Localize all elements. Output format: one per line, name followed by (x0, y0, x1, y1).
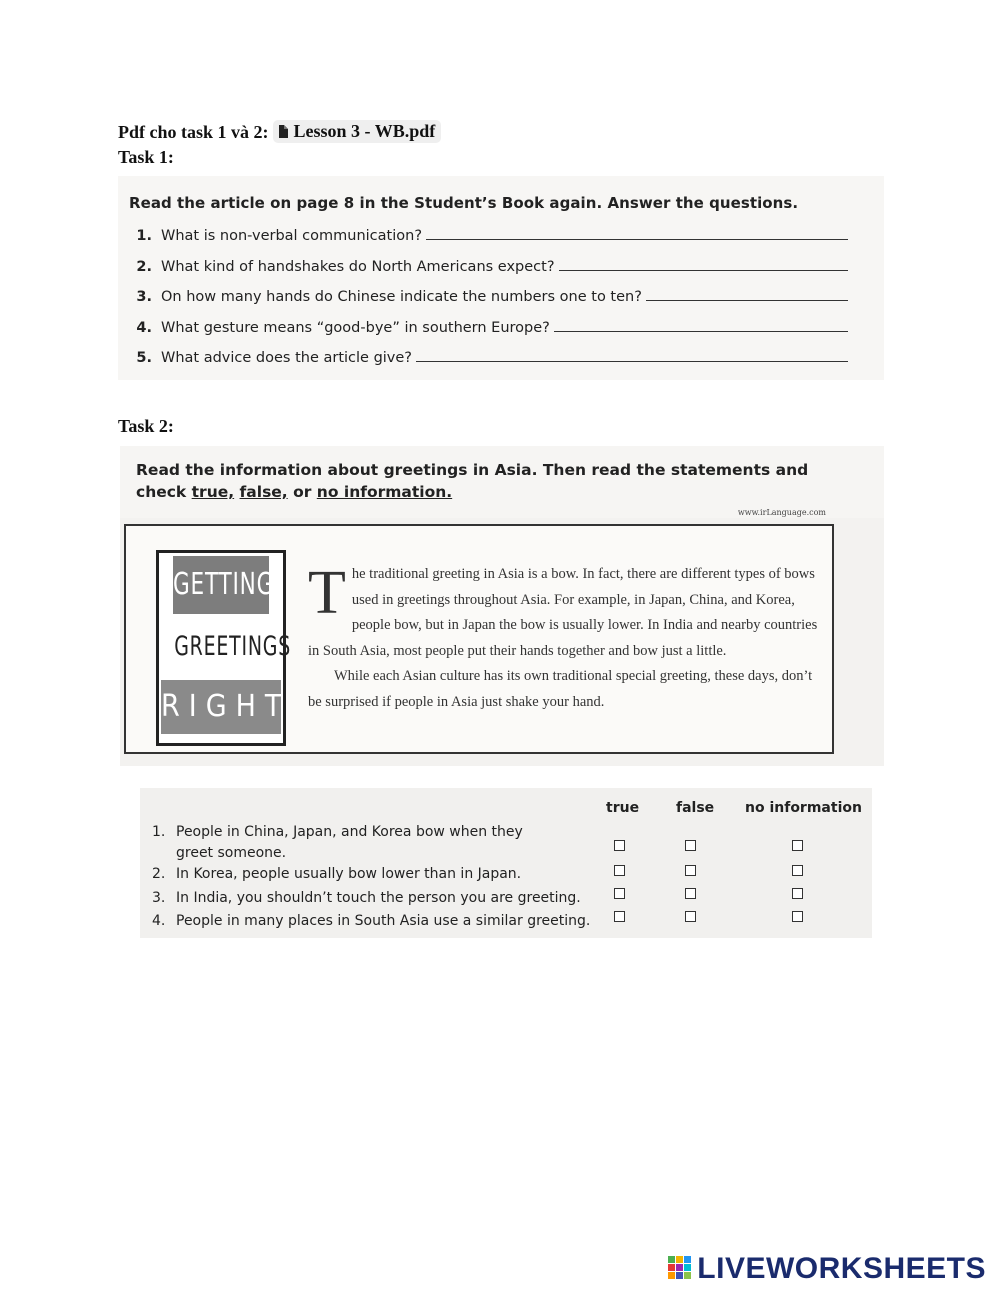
task1-heading: Task 1: (118, 147, 174, 167)
question-row: 5. What advice does the article give? (126, 344, 848, 366)
liveworksheets-brand (667, 1252, 986, 1286)
checkbox-false[interactable] (685, 888, 696, 899)
checkbox-false[interactable] (685, 911, 696, 922)
checkbox-no-information[interactable] (792, 865, 803, 876)
statement-row: 4. People in many places in South Asia use a similar greeting. (152, 913, 591, 929)
pdf-file-chip[interactable] (273, 120, 442, 143)
checkbox-false[interactable] (685, 840, 696, 851)
answer-line[interactable] (554, 331, 848, 332)
answer-line[interactable] (416, 361, 848, 362)
getting-greetings-right-logo: GETTING GREETINGS RIGHT (156, 550, 286, 746)
brand-name: LIVEWORKSHEETS (697, 1252, 986, 1285)
checkbox-no-information[interactable] (792, 888, 803, 899)
article-frame (124, 524, 834, 754)
article-text: The traditional greeting in Asia is a bow. In fact, there are different types of bows used in greetings throughout Asia. For example, in Japan, China, and Korea, people bow, but in Japan the bow is usually lower. In India and nearby countries in South Asia, most people put their hands together and bow just a little. While each Asian culture has its own traditional special greeting, these days, don’t be surprised if people in Asia just shake your hand. (308, 559, 818, 710)
pdf-link[interactable]: Lesson 3 - WB.pdf (293, 121, 436, 141)
task2-instruction: Read the information about greetings in Asia. Then read the statements and check true, false, or no information. (136, 461, 809, 501)
col-false: false (676, 800, 715, 816)
answer-line[interactable] (646, 300, 848, 301)
pdf-line (118, 120, 441, 143)
task1-instruction: Read the article on page 8 in the Student’s Book again. Answer the questions. (129, 194, 799, 212)
task1-panel (118, 176, 884, 380)
checkbox-no-information[interactable] (792, 840, 803, 851)
pdf-label: Pdf cho task 1 và 2: (118, 122, 269, 142)
question-row: 2. What kind of handshakes do North Americans expect? (126, 253, 848, 275)
statement-row: 3. In India, you shouldn’t touch the person you are greeting. (152, 890, 581, 906)
task2-instruction-panel (120, 446, 884, 518)
article-panel (120, 518, 884, 766)
col-no-information: no information (745, 800, 862, 816)
task2-heading: Task 2: (118, 416, 174, 436)
checkbox-true[interactable] (614, 865, 625, 876)
statements-table (140, 788, 872, 938)
checkbox-no-information[interactable] (792, 911, 803, 922)
answer-line[interactable] (559, 270, 848, 271)
source-watermark: www.irLanguage.com (737, 508, 826, 517)
checkbox-true[interactable] (614, 911, 625, 922)
liveworksheets-logo-icon (667, 1254, 693, 1285)
file-icon (278, 125, 288, 138)
drop-cap: T (308, 559, 346, 627)
checkbox-true[interactable] (614, 840, 625, 851)
checkbox-true[interactable] (614, 888, 625, 899)
question-row: 4. What gesture means “good-bye” in southern Europe? (126, 314, 848, 336)
col-true: true (606, 800, 640, 816)
statement-row: 2. In Korea, people usually bow lower than in Japan. (152, 866, 522, 882)
question-row: 3. On how many hands do Chinese indicate the numbers one to ten? (126, 283, 848, 305)
answer-line[interactable] (426, 239, 848, 240)
statement-row: 1. People in China, Japan, and Korea bow when they greet someone. (152, 824, 523, 861)
checkbox-false[interactable] (685, 865, 696, 876)
question-row: 1. What is non-verbal communication? (126, 222, 848, 244)
